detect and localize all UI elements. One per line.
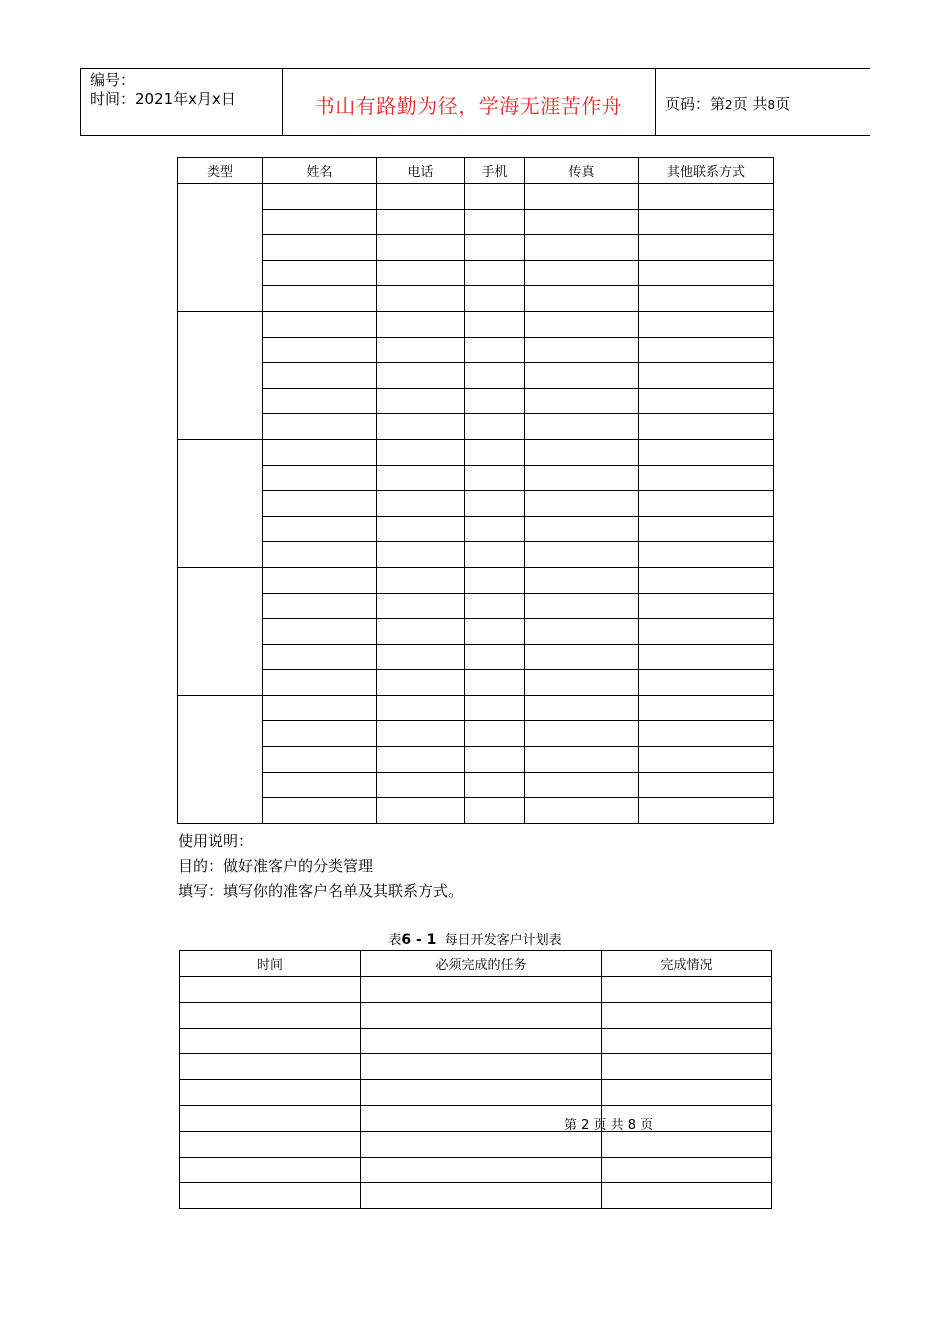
table-cell[interactable] bbox=[525, 235, 639, 261]
table-cell[interactable] bbox=[180, 1105, 361, 1131]
table-cell[interactable] bbox=[525, 593, 639, 619]
table-cell[interactable] bbox=[377, 670, 465, 696]
table-cell[interactable] bbox=[263, 439, 377, 465]
table-cell[interactable] bbox=[525, 721, 639, 747]
col-type: 类型 bbox=[178, 158, 263, 184]
table-row bbox=[178, 516, 774, 542]
table-row bbox=[178, 670, 774, 696]
table-cell[interactable] bbox=[465, 363, 525, 389]
table-cell[interactable] bbox=[377, 772, 465, 798]
table-cell[interactable] bbox=[263, 209, 377, 235]
col-time: 时间 bbox=[180, 951, 361, 977]
table-cell[interactable] bbox=[465, 184, 525, 210]
table-cell[interactable] bbox=[263, 311, 377, 337]
table-cell[interactable] bbox=[639, 593, 774, 619]
table-row bbox=[178, 695, 774, 721]
table-cell[interactable] bbox=[639, 209, 774, 235]
table-cell[interactable] bbox=[377, 567, 465, 593]
table-cell[interactable] bbox=[180, 1002, 361, 1028]
table-cell[interactable] bbox=[377, 184, 465, 210]
table-cell[interactable] bbox=[639, 695, 774, 721]
table-row bbox=[178, 593, 774, 619]
table-cell[interactable] bbox=[377, 542, 465, 568]
col-task: 必须完成的任务 bbox=[361, 951, 602, 977]
table-cell[interactable] bbox=[602, 1028, 772, 1054]
table-cell[interactable] bbox=[180, 1157, 361, 1183]
table-cell[interactable] bbox=[361, 1054, 602, 1080]
col-mobile: 手机 bbox=[465, 158, 525, 184]
header-meta-cell bbox=[81, 69, 283, 135]
table-cell[interactable] bbox=[263, 772, 377, 798]
table-row bbox=[178, 619, 774, 645]
table-cell[interactable] bbox=[465, 593, 525, 619]
table-cell[interactable] bbox=[465, 337, 525, 363]
table-row bbox=[180, 1054, 772, 1080]
table-cell[interactable] bbox=[525, 286, 639, 312]
page-indicator: 页码：第2页 共8页 bbox=[665, 95, 791, 113]
table-cell[interactable] bbox=[525, 260, 639, 286]
table-cell[interactable] bbox=[377, 593, 465, 619]
table-cell[interactable] bbox=[525, 619, 639, 645]
table-cell[interactable] bbox=[525, 337, 639, 363]
table-cell[interactable] bbox=[602, 1157, 772, 1183]
table-cell[interactable] bbox=[525, 670, 639, 696]
table-cell[interactable] bbox=[263, 388, 377, 414]
table-cell[interactable] bbox=[639, 311, 774, 337]
time-label: 时间：2021年x月x日 bbox=[90, 90, 236, 108]
type-cell[interactable] bbox=[178, 695, 263, 823]
table-row bbox=[180, 1002, 772, 1028]
motto: 书山有路勤为径，学海无涯苦作舟 bbox=[314, 94, 623, 118]
table-row bbox=[178, 567, 774, 593]
notes-title: 使用说明： bbox=[178, 832, 254, 850]
table-row bbox=[178, 363, 774, 389]
col-phone: 电话 bbox=[377, 158, 465, 184]
col-status: 完成情况 bbox=[602, 951, 772, 977]
table-cell[interactable] bbox=[639, 260, 774, 286]
table-cell[interactable] bbox=[639, 184, 774, 210]
table-row bbox=[178, 184, 774, 210]
table-cell[interactable] bbox=[465, 286, 525, 312]
table-cell[interactable] bbox=[465, 721, 525, 747]
table-cell[interactable] bbox=[377, 465, 465, 491]
table-cell[interactable] bbox=[525, 209, 639, 235]
table-cell[interactable] bbox=[361, 1002, 602, 1028]
table-cell[interactable] bbox=[639, 619, 774, 645]
table-cell[interactable] bbox=[525, 516, 639, 542]
table-cell[interactable] bbox=[525, 388, 639, 414]
table-cell[interactable] bbox=[525, 772, 639, 798]
table-row bbox=[178, 721, 774, 747]
table-row bbox=[180, 1157, 772, 1183]
table-cell[interactable] bbox=[263, 337, 377, 363]
table-cell[interactable] bbox=[465, 388, 525, 414]
table-cell[interactable] bbox=[263, 593, 377, 619]
table-cell[interactable] bbox=[525, 439, 639, 465]
table-cell[interactable] bbox=[639, 491, 774, 517]
table-cell[interactable] bbox=[639, 388, 774, 414]
table-cell[interactable] bbox=[377, 311, 465, 337]
table-row bbox=[178, 439, 774, 465]
table-cell[interactable] bbox=[639, 363, 774, 389]
table-cell[interactable] bbox=[377, 363, 465, 389]
table-cell[interactable] bbox=[263, 542, 377, 568]
table-row bbox=[180, 1183, 772, 1209]
table-cell[interactable] bbox=[361, 1183, 602, 1209]
col-fax: 传真 bbox=[525, 158, 639, 184]
table-cell[interactable] bbox=[465, 209, 525, 235]
table-row bbox=[178, 414, 774, 440]
table-cell[interactable] bbox=[465, 491, 525, 517]
table-cell[interactable] bbox=[602, 1080, 772, 1106]
table-cell[interactable] bbox=[525, 747, 639, 773]
table-cell[interactable] bbox=[465, 235, 525, 261]
table-cell[interactable] bbox=[263, 260, 377, 286]
table-row bbox=[180, 1131, 772, 1157]
table-row bbox=[180, 1105, 772, 1131]
table-cell[interactable] bbox=[361, 1157, 602, 1183]
table-cell[interactable] bbox=[377, 235, 465, 261]
table-row bbox=[180, 1080, 772, 1106]
contact-table-body bbox=[178, 184, 774, 824]
notes-fill: 填写：填写你的准客户名单及其联系方式。 bbox=[178, 882, 464, 900]
table-cell[interactable] bbox=[377, 209, 465, 235]
table-cell[interactable] bbox=[465, 798, 525, 824]
page-footer: 第 2 页 共 8 页 bbox=[564, 1118, 654, 1133]
col-other: 其他联系方式 bbox=[639, 158, 774, 184]
table-row bbox=[178, 209, 774, 235]
table-cell[interactable] bbox=[525, 414, 639, 440]
table-row bbox=[178, 798, 774, 824]
contact-table bbox=[177, 157, 774, 824]
table-row bbox=[180, 977, 772, 1003]
table-cell[interactable] bbox=[361, 1080, 602, 1106]
table-cell[interactable] bbox=[465, 747, 525, 773]
table-row bbox=[178, 337, 774, 363]
table-cell[interactable] bbox=[263, 235, 377, 261]
plan-table-body bbox=[180, 977, 772, 1209]
table-cell[interactable] bbox=[377, 516, 465, 542]
table-cell[interactable] bbox=[602, 1002, 772, 1028]
table-cell[interactable] bbox=[180, 1054, 361, 1080]
table-cell[interactable] bbox=[263, 567, 377, 593]
table-cell[interactable] bbox=[639, 567, 774, 593]
plan-table bbox=[179, 950, 772, 1209]
table-cell[interactable] bbox=[377, 337, 465, 363]
type-cell[interactable] bbox=[178, 311, 263, 439]
table-cell[interactable] bbox=[465, 260, 525, 286]
table-row bbox=[178, 772, 774, 798]
table-cell[interactable] bbox=[263, 414, 377, 440]
table-cell[interactable] bbox=[180, 977, 361, 1003]
table-row bbox=[178, 388, 774, 414]
type-cell[interactable] bbox=[178, 567, 263, 695]
table-cell[interactable] bbox=[377, 286, 465, 312]
table-cell[interactable] bbox=[525, 311, 639, 337]
table-cell[interactable] bbox=[263, 491, 377, 517]
table-cell[interactable] bbox=[377, 260, 465, 286]
table-cell[interactable] bbox=[525, 644, 639, 670]
table-cell[interactable] bbox=[639, 542, 774, 568]
table-cell[interactable] bbox=[377, 798, 465, 824]
table-cell[interactable] bbox=[180, 1080, 361, 1106]
header-motto-cell bbox=[282, 69, 656, 135]
table-cell[interactable] bbox=[263, 465, 377, 491]
table-cell[interactable] bbox=[263, 670, 377, 696]
table-cell[interactable] bbox=[465, 465, 525, 491]
table-cell[interactable] bbox=[263, 695, 377, 721]
table-cell[interactable] bbox=[377, 388, 465, 414]
table-cell[interactable] bbox=[180, 1183, 361, 1209]
table-cell[interactable] bbox=[525, 798, 639, 824]
table-row bbox=[178, 465, 774, 491]
table-cell[interactable] bbox=[465, 695, 525, 721]
table-cell[interactable] bbox=[361, 1131, 602, 1157]
table-cell[interactable] bbox=[180, 1131, 361, 1157]
table-cell[interactable] bbox=[263, 286, 377, 312]
table-cell[interactable] bbox=[465, 772, 525, 798]
table-cell[interactable] bbox=[525, 184, 639, 210]
table-cell[interactable] bbox=[263, 747, 377, 773]
type-cell[interactable] bbox=[178, 184, 263, 312]
table-cell[interactable] bbox=[361, 977, 602, 1003]
table-cell[interactable] bbox=[639, 670, 774, 696]
table-cell[interactable] bbox=[377, 695, 465, 721]
table-cell[interactable] bbox=[180, 1028, 361, 1054]
table-cell[interactable] bbox=[377, 439, 465, 465]
table-cell[interactable] bbox=[639, 414, 774, 440]
table-cell[interactable] bbox=[639, 798, 774, 824]
table-cell[interactable] bbox=[602, 1054, 772, 1080]
table-cell[interactable] bbox=[639, 721, 774, 747]
table-row bbox=[178, 311, 774, 337]
table-row bbox=[178, 286, 774, 312]
table-cell[interactable] bbox=[639, 516, 774, 542]
table-cell[interactable] bbox=[525, 363, 639, 389]
table-cell[interactable] bbox=[465, 439, 525, 465]
table-cell[interactable] bbox=[639, 439, 774, 465]
table-cell[interactable] bbox=[377, 619, 465, 645]
table-cell[interactable] bbox=[377, 644, 465, 670]
table-cell[interactable] bbox=[361, 1028, 602, 1054]
table-cell[interactable] bbox=[639, 235, 774, 261]
table-cell[interactable] bbox=[465, 516, 525, 542]
table-cell[interactable] bbox=[377, 721, 465, 747]
table-cell[interactable] bbox=[639, 337, 774, 363]
table-cell[interactable] bbox=[465, 567, 525, 593]
table-row bbox=[178, 491, 774, 517]
table-row bbox=[178, 747, 774, 773]
table-cell[interactable] bbox=[377, 747, 465, 773]
table-cell[interactable] bbox=[263, 619, 377, 645]
table-caption: 表6 - 1 每日开发客户计划表 bbox=[388, 932, 562, 948]
table-cell[interactable] bbox=[263, 363, 377, 389]
number-label: 编号： bbox=[90, 71, 136, 89]
table-cell[interactable] bbox=[639, 747, 774, 773]
table-cell[interactable] bbox=[525, 465, 639, 491]
table-cell[interactable] bbox=[263, 798, 377, 824]
table-row bbox=[180, 1028, 772, 1054]
table-cell[interactable] bbox=[465, 670, 525, 696]
table-row bbox=[178, 542, 774, 568]
table-cell[interactable] bbox=[639, 644, 774, 670]
table-cell[interactable] bbox=[639, 772, 774, 798]
table-row bbox=[178, 644, 774, 670]
notes-purpose: 目的：做好准客户的分类管理 bbox=[178, 857, 374, 875]
plan-header-row bbox=[180, 951, 772, 977]
table-row bbox=[178, 235, 774, 261]
table-cell[interactable] bbox=[465, 542, 525, 568]
table-cell[interactable] bbox=[639, 286, 774, 312]
table-cell[interactable] bbox=[465, 414, 525, 440]
table-row bbox=[178, 260, 774, 286]
table-cell[interactable] bbox=[263, 721, 377, 747]
header-page-cell bbox=[656, 69, 871, 135]
contact-header-row bbox=[178, 158, 774, 184]
usage-notes bbox=[178, 829, 463, 904]
table-cell[interactable] bbox=[465, 311, 525, 337]
type-cell[interactable] bbox=[178, 439, 263, 567]
col-name: 姓名 bbox=[263, 158, 377, 184]
table-cell[interactable] bbox=[602, 977, 772, 1003]
table-cell[interactable] bbox=[525, 491, 639, 517]
table-cell[interactable] bbox=[263, 516, 377, 542]
table-cell[interactable] bbox=[465, 619, 525, 645]
table-cell[interactable] bbox=[465, 644, 525, 670]
table-cell[interactable] bbox=[639, 465, 774, 491]
table-cell[interactable] bbox=[377, 414, 465, 440]
table-cell[interactable] bbox=[525, 542, 639, 568]
table-cell[interactable] bbox=[602, 1131, 772, 1157]
table-cell[interactable] bbox=[263, 184, 377, 210]
document-header bbox=[80, 68, 870, 136]
table-cell[interactable] bbox=[602, 1183, 772, 1209]
table-cell[interactable] bbox=[525, 567, 639, 593]
table-cell[interactable] bbox=[263, 644, 377, 670]
table-cell[interactable] bbox=[377, 491, 465, 517]
table-cell[interactable] bbox=[525, 695, 639, 721]
